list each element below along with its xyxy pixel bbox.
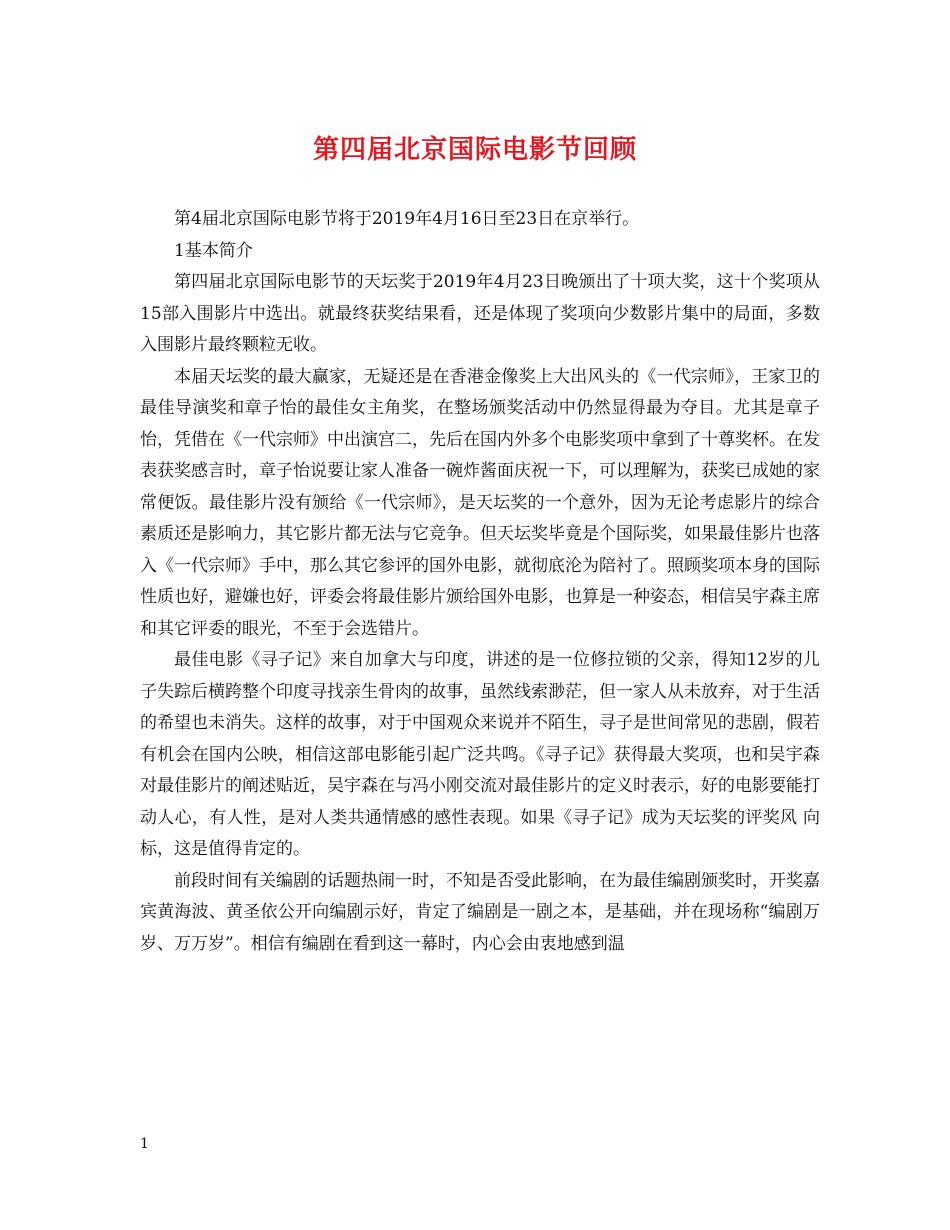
section-heading: 1基本简介 (174, 240, 253, 261)
paragraph: 第四届北京国际电影节的天坛奖于2019年4月23日晚颁出了十项大奖，这十个奖项从15部入围影片中选出。就最终获奖结果看，还是体现了奖项向少数影片集中的局面，多数入围影片最终颗粒无收。 (140, 272, 820, 355)
paragraph: 最佳电影《寻子记》来自加拿大与印度，讲述的是一位修拉锁的父亲，得知12岁的儿子失踪后横跨整个印度寻找亲生骨肉的故事，虽然线索渺茫，但一家人从未放弃，对于生活的希望也未消失。这样的故事，对于中国观众来说并不陌生，寻子是世间常见的悲剧，假若有机会在国内公映，相信这部电影能引起广泛共鸣。《寻子记》获得最大奖项，也和吴宇森对最佳影片的阐述贴近，吴宇森在与冯小刚交流对最佳影片的定义时表示，好的电影要能打动人心，有人性，是对人类共通情感的感性表现。如果《寻子记》成为天坛奖的评奖风 向标，这是值得肯定的。 (140, 650, 820, 859)
paragraph: 前段时间有关编剧的话题热闹一时，不知是否受此影响，在为最佳编剧颁奖时，开奖嘉宾黄海波、黄圣依公开向编剧示好，肯定了编剧是一剧之本，是基础，并在现场称“编剧万岁、万万岁”。相信有编剧在看到这一幕时，内心会由衷地感到温 (140, 870, 820, 954)
page-number: 1 (140, 1136, 149, 1152)
document-body (140, 204, 820, 960)
paragraph-intro: 第4届北京国际电影节将于2019年4月16日至23日在京举行。 (174, 209, 640, 229)
document-title: 第四届北京国际电影节回顾 (312, 135, 637, 165)
paragraph: 本届天坛奖的最大赢家，无疑还是在香港金像奖上大出风头的《一代宗师》，王家卫的最佳导演奖和章子怡的最佳女主角奖，在整场颁奖活动中仍然显得最为夺目。尤其是章子怡，凭借在《一代宗师》中出演宫二，先后在国内外多个电影奖项中拿到了十尊奖杯。在发表获奖感言时，章子怡说要让家人准备一碗炸酱面庆祝一下，可以理解为，获奖已成她的家常便饭。最佳影片没有颁给《一代宗师》，是天坛奖的一个意外，因为无论考虑影片的综合素质还是影响力，其它影片都无法与它竞争。但天坛奖毕竟是个国际奖，如果最佳影片也落入《一代宗师》手中，那么其它参评的国外电影，就彻底沦为陪衬了。照顾奖项本身的国际性质也好，避嫌也好，评委会将最佳影片颁给国外电影，也算是一种姿态，相信吴宇森主席和其它评委的眼光，不至于会选错片。 (140, 366, 820, 639)
